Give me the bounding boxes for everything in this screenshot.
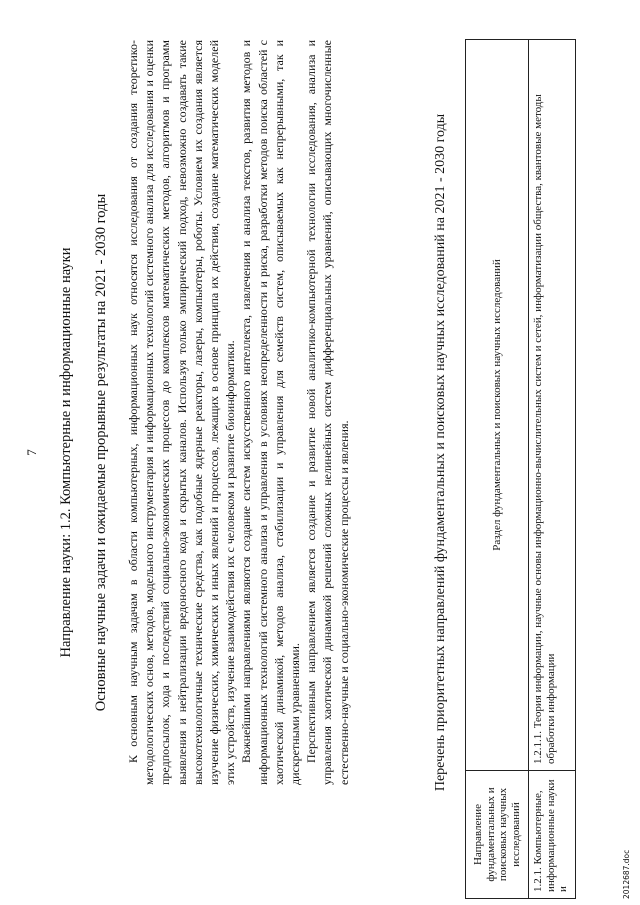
cell-section: 1.2.1.1. Теория информации, научные основы информационно-вычислительных систем и сетей, информатизации общества, квантовые методы обработки информации xyxy=(529,40,576,771)
science-direction-heading: Направление науки: 1.2. Компьютерные и информационные науки xyxy=(58,247,74,658)
paragraph-1: К основным научным задачам в области компьютерных, информационных наук относятся исследования от создания теоретико-методологических основ, методов, модельного инструментария и информационных технологий системного анализа для исследования и оценки предпосылок, хода и последствий социально-экономических процессов до комплексов математических методов, алгоритмов и программ выявления и нейтрализации вредоносного кода и скрытых каналов. Используя только эмпирический подход, невозможно создавать такие высокотехнологичные технические средства, как подобные ядерные реакторы, лазеры, компьютеры, роботы. Условием их создания является изучение физических, химических и иных явлений и процессов, лежащих в основе принципа их действия, создание математических моделей этих устройств, изучение взаимодействия их с человеком и развитие биоинформатики. xyxy=(126,40,238,785)
body-text xyxy=(125,40,352,785)
paragraph-3: Перспективным направлением является создание и развитие новой аналитико-компьютерной технологии исследования, анализа и управления хаотической динамикой решений сложных нелинейных систем дифференциальных уравнений, описывающих многочисленные естественно-научные и социально-экономические процессы и явления. xyxy=(304,40,351,785)
tasks-subtitle: Основные научные задачи и ожидаемые прорывные результаты на 2021 - 2030 годы xyxy=(93,193,109,712)
priority-list-title: Перечень приоритетных направлений фундаментальных и поисковых научных исследований на 2021 - 2030 годы xyxy=(433,113,448,792)
table-row xyxy=(529,40,576,899)
header-direction: Направление фундаментальных и поисковых научных исследований xyxy=(466,771,529,899)
priority-directions-table xyxy=(465,39,576,899)
page-number: 7 xyxy=(24,449,39,456)
paragraph-2: Важнейшими направлениями являются создание систем искусственного интеллекта, извлечения и анализа текстов, развития методов и информационных технологий системного анализа и управления в условиях неопределенности и риска, разработки методов поиска областей с хаотической динамикой, методов анализа, стабилизации и управления для семейств систем, описываемых как непрерывными, так и дискретными уравнениями. xyxy=(239,40,303,785)
table-header-row xyxy=(466,40,529,899)
cell-direction: 1.2.1. Компьютерные, информационные науки и xyxy=(529,771,576,899)
file-name-footer: 2012687.doc xyxy=(622,849,631,899)
header-section: Раздел фундаментальных и поисковых научных исследований xyxy=(466,40,529,771)
